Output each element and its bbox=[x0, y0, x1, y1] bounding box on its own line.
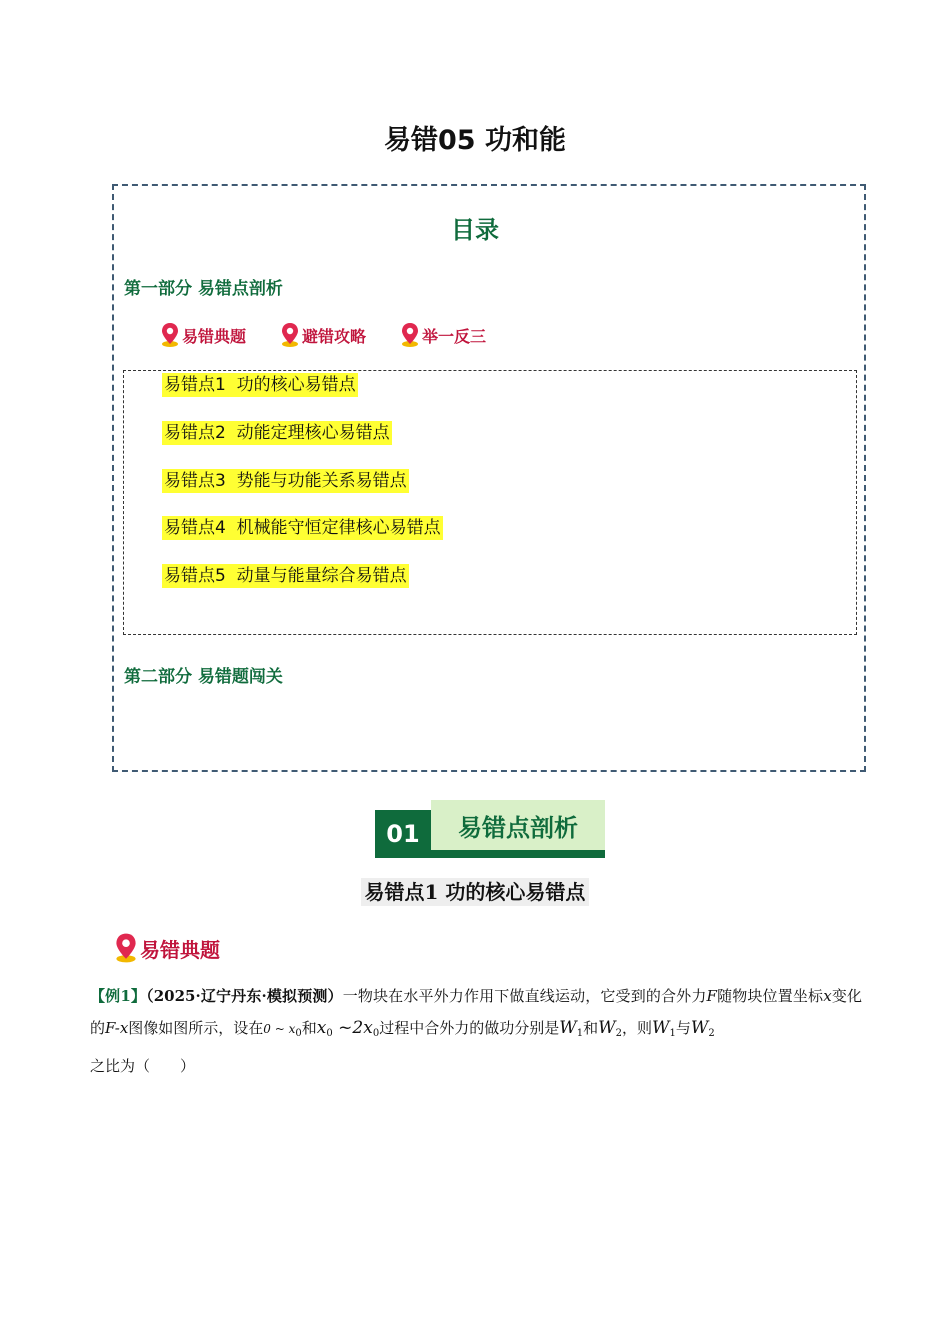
symbol-W: W bbox=[651, 1018, 670, 1038]
toc-item-label: 易错点 bbox=[164, 471, 215, 491]
location-pin-icon bbox=[160, 322, 180, 348]
text: 变化的 bbox=[90, 987, 862, 1037]
section-banner bbox=[375, 800, 605, 858]
problem-source: （2025·辽宁丹东·模拟预测） bbox=[146, 987, 343, 1005]
toc-item-text: 势能与功能关系易错点 bbox=[236, 471, 407, 491]
range-2-start: x bbox=[316, 1018, 327, 1038]
text: 和 bbox=[583, 1019, 599, 1037]
toc-item-4[interactable] bbox=[162, 516, 443, 540]
toc-item-text: 功的核心易错点 bbox=[236, 375, 356, 395]
symbol-W: W bbox=[598, 1018, 616, 1038]
page-title: 易错05 功和能 bbox=[384, 125, 566, 156]
range-1: 0 ~ x bbox=[263, 1022, 296, 1036]
location-pin-icon bbox=[400, 322, 420, 348]
toc-item-num: 4 bbox=[215, 518, 226, 538]
toc-part2[interactable]: 第二部分 易错题闯关 bbox=[124, 667, 283, 687]
subscript: 2 bbox=[708, 1028, 715, 1039]
subscript: 0 bbox=[295, 1028, 302, 1039]
symbol-Fx: F-x bbox=[105, 1019, 129, 1037]
subscript: 0 bbox=[372, 1028, 380, 1039]
typical-heading bbox=[114, 932, 220, 964]
tag-strategy bbox=[280, 322, 366, 348]
toc-item-text: 动能定理核心易错点 bbox=[236, 423, 390, 443]
toc-heading: 目录 bbox=[451, 216, 499, 244]
toc-item-label: 易错点 bbox=[164, 375, 215, 395]
toc-item-5[interactable] bbox=[162, 564, 409, 588]
location-pin-icon bbox=[280, 322, 300, 348]
toc-item-num: 5 bbox=[215, 566, 226, 586]
location-pin-icon bbox=[114, 932, 138, 964]
subscript: 1 bbox=[576, 1028, 584, 1039]
text: 与 bbox=[675, 1019, 691, 1037]
section-title bbox=[0, 876, 950, 905]
toc-item-num: 3 bbox=[215, 471, 226, 491]
example-number: 【例1】 bbox=[90, 987, 147, 1005]
toc-item-label: 易错点 bbox=[164, 566, 215, 586]
symbol-W: W bbox=[690, 1018, 709, 1038]
text: 图像如图所示，设在 bbox=[128, 1019, 264, 1037]
tag-practice bbox=[400, 322, 486, 348]
subscript: 0 bbox=[326, 1028, 333, 1039]
tag-typical bbox=[160, 322, 246, 348]
tag-label: 易错典题 bbox=[182, 326, 247, 346]
text: 之比为（ ） bbox=[90, 1057, 196, 1075]
range-2-end: ~2x bbox=[332, 1018, 373, 1038]
text: 过程中合外力的做功分别是 bbox=[379, 1019, 560, 1037]
text: 一物块在水平外力作用下做直线运动，它受到的合外力 bbox=[342, 987, 707, 1005]
toc-item-text: 动量与能量综合易错点 bbox=[236, 566, 407, 586]
toc-item-2[interactable] bbox=[162, 421, 392, 445]
toc-item-num: 2 bbox=[215, 423, 226, 443]
section-title-text: 易错点1 功的核心易错点 bbox=[361, 878, 590, 906]
text: ，则 bbox=[621, 1019, 652, 1037]
toc-item-label: 易错点 bbox=[164, 518, 215, 538]
toc-item-label: 易错点 bbox=[164, 423, 215, 443]
text: 随物块位置坐标 bbox=[716, 987, 824, 1005]
symbol-W: W bbox=[559, 1018, 577, 1038]
banner-label: 易错点剖析 bbox=[431, 800, 605, 858]
toc-item-1[interactable] bbox=[162, 373, 358, 397]
typical-label: 易错典题 bbox=[140, 937, 220, 962]
toc-part1[interactable]: 第一部分 易错点剖析 bbox=[124, 279, 283, 299]
toc-item-text: 机械能守恒定律核心易错点 bbox=[236, 518, 441, 538]
text: 和 bbox=[301, 1019, 317, 1037]
toc-tags bbox=[160, 322, 486, 348]
problem-text bbox=[90, 980, 862, 1082]
subscript: 1 bbox=[669, 1028, 676, 1039]
symbol-x: x bbox=[823, 987, 832, 1005]
toc-item-num: 1 bbox=[215, 375, 226, 395]
toc-item-3[interactable] bbox=[162, 469, 409, 493]
tag-label: 举一反三 bbox=[422, 326, 487, 346]
symbol-F: F bbox=[706, 987, 717, 1005]
toc-items-frame bbox=[123, 370, 857, 635]
subscript: 2 bbox=[615, 1028, 622, 1039]
banner-number: 01 bbox=[375, 810, 431, 858]
tag-label: 避错攻略 bbox=[302, 326, 367, 346]
